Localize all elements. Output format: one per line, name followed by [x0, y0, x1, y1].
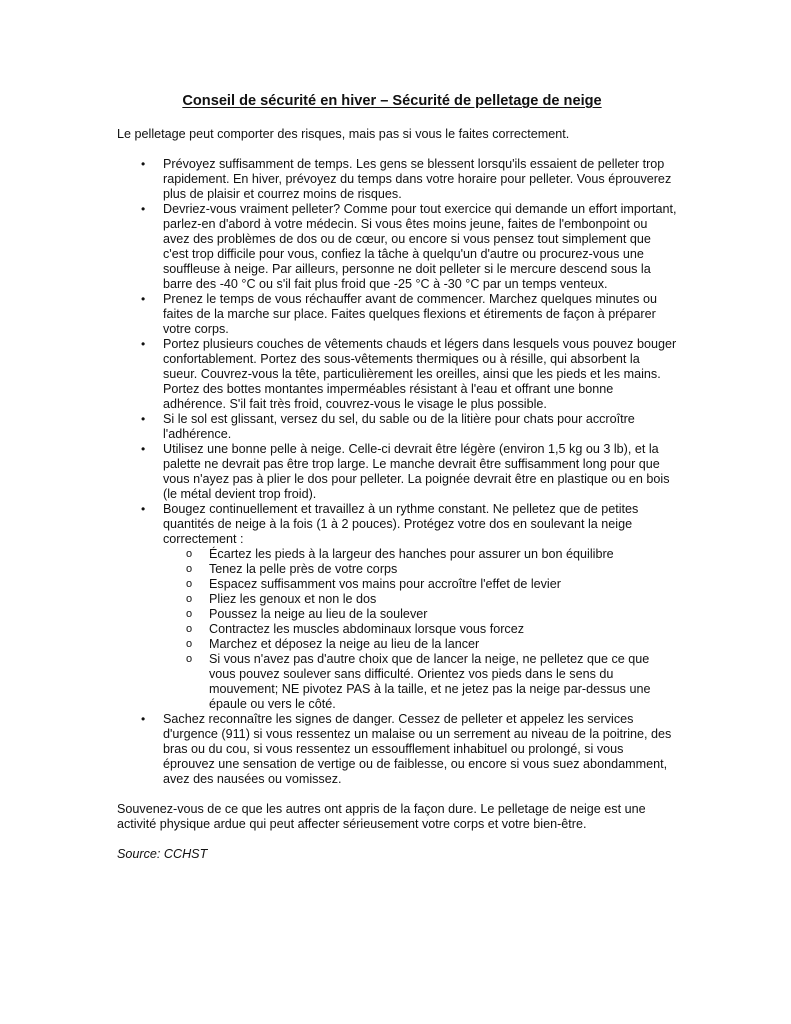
- list-item-text: Utilisez une bonne pelle à neige. Celle-ci devrait être légère (environ 1,5 kg ou 3 lb), et la palette ne devrait pas être trop large. Le manche devrait être suffisamment long pour que vous n'ayez pas à plier le dos pour pelleter. La poignée devrait être en plastique ou en bois (le métal devient trop froid).: [163, 442, 670, 501]
- sub-list-item: [163, 577, 677, 592]
- sub-list-item-text: Contractez les muscles abdominaux lorsque vous forcez: [209, 622, 524, 636]
- sub-list-item-text: Espacez suffisamment vos mains pour accroître l'effet de levier: [209, 577, 561, 591]
- list-item-text: Portez plusieurs couches de vêtements chauds et légers dans lesquels vous pouvez bouger confortablement. Portez des sous-vêtements thermiques ou à résille, qui absorbent la sueur. Couvrez-vous la tête, particulièrement les oreilles, ainsi que les pieds et les mains. Portez des bottes montantes imperméables résistant à l'eau et offrant une bonne adhérence. S'il fait très froid, couvrez-vous le visage le plus possible.: [163, 337, 677, 411]
- sub-list-item-text: Marchez et déposez la neige au lieu de la lancer: [209, 637, 480, 651]
- bullet-icon: •: [141, 202, 146, 216]
- list-item: [117, 157, 677, 202]
- bullet-icon: •: [141, 442, 146, 456]
- sub-list-item: [163, 622, 677, 637]
- circle-bullet-icon: o: [186, 623, 193, 635]
- sub-list-item: [163, 637, 677, 652]
- bullet-icon: •: [141, 292, 146, 306]
- list-item: [117, 712, 677, 787]
- bullet-icon: •: [141, 337, 146, 351]
- list-item: [117, 337, 677, 412]
- document-title: Conseil de sécurité en hiver – Sécurité de pelletage de neige: [182, 93, 602, 109]
- list-item: [117, 442, 677, 502]
- list-item: [117, 202, 677, 292]
- list-item-text: Sachez reconnaître les signes de danger. Cessez de pelleter et appelez les services d'urgence (911) si vous ressentez un malaise ou un serrement au niveau de la poitrine, des bras ou du cou, si vous ressentez un essoufflement inhabituel ou prolongé, si vous éprouvez une sensation de vertige ou de faiblesse, ou encore si vous suez abondamment, avez des nausées ou vomissez.: [163, 712, 672, 786]
- document-page: [117, 92, 677, 862]
- sub-list-item: [163, 562, 677, 577]
- list-item-text: Devriez-vous vraiment pelleter? Comme pour tout exercice qui demande un effort important, parlez-en d'abord à votre médecin. Si vous êtes moins jeune, faites de l'embonpoint ou avez des problèmes de dos ou de cœur, ou encore si vous pensez tout simplement que c'est trop difficile pour vous, confiez la tâche à quelqu'un d'autre ou procurez-vous une souffleuse à neige. Par ailleurs, personne ne doit pelleter si le mercure descend sous la barre des -40 °C ou s'il fait plus froid que -25 °C à -30 °C par un temps venteux.: [163, 202, 677, 291]
- bullet-icon: •: [141, 712, 146, 726]
- sub-list-item: [163, 592, 677, 607]
- circle-bullet-icon: o: [186, 578, 193, 590]
- sub-bullet-list: [163, 547, 677, 712]
- list-item: [117, 412, 677, 442]
- sub-list-item: [163, 547, 677, 562]
- list-item-text: Prenez le temps de vous réchauffer avant de commencer. Marchez quelques minutes ou faites de la marche sur place. Faites quelques flexions et étirements de façon à préparer votre corps.: [163, 292, 657, 336]
- sub-list-item: [163, 607, 677, 622]
- intro-paragraph: Le pelletage peut comporter des risques, mais pas si vous le faites correctement.: [117, 127, 570, 141]
- circle-bullet-icon: o: [186, 548, 193, 560]
- sub-list-item-text: Pliez les genoux et non le dos: [209, 592, 377, 606]
- sub-list-item: [163, 652, 677, 712]
- source-citation: Source: CCHST: [117, 847, 208, 861]
- sub-list-item-text: Poussez la neige au lieu de la soulever: [209, 607, 428, 621]
- bullet-icon: •: [141, 157, 146, 171]
- sub-list-item-text: Écartez les pieds à la largeur des hanches pour assurer un bon équilibre: [209, 547, 614, 561]
- list-item-text: Bougez continuellement et travaillez à un rythme constant. Ne pelletez que de petites quantités de neige à la fois (1 à 2 pouces). Protégez votre dos en soulevant la neige correctement :: [163, 502, 639, 546]
- bullet-list: [117, 157, 677, 787]
- sub-list-item-text: Si vous n'avez pas d'autre choix que de lancer la neige, ne pelletez que ce que vous pouvez soulever sans difficulté. Orientez vos pieds dans le sens du mouvement; NE pivotez PAS à la taille, et ne jetez pas la neige par-dessus une épaule ou vers le côté.: [209, 652, 651, 711]
- list-item: [117, 292, 677, 337]
- list-item: [117, 502, 677, 712]
- circle-bullet-icon: o: [186, 638, 193, 650]
- list-item-text: Si le sol est glissant, versez du sel, du sable ou de la litière pour chats pour accroître l'adhérence.: [163, 412, 635, 441]
- circle-bullet-icon: o: [186, 608, 193, 620]
- circle-bullet-icon: o: [186, 653, 193, 665]
- sub-list-item-text: Tenez la pelle près de votre corps: [209, 562, 398, 576]
- closing-paragraph: Souvenez-vous de ce que les autres ont appris de la façon dure. Le pelletage de neige est une activité physique ardue qui peut affecter sérieusement votre corps et votre bien-être.: [117, 802, 646, 831]
- circle-bullet-icon: o: [186, 593, 193, 605]
- circle-bullet-icon: o: [186, 563, 193, 575]
- list-item-text: Prévoyez suffisamment de temps. Les gens se blessent lorsqu'ils essaient de pelleter trop rapidement. En hiver, prévoyez du temps dans votre horaire pour pelleter. Vous éprouverez plus de plaisir et courrez moins de risques.: [163, 157, 672, 201]
- bullet-icon: •: [141, 502, 146, 516]
- bullet-icon: •: [141, 412, 146, 426]
